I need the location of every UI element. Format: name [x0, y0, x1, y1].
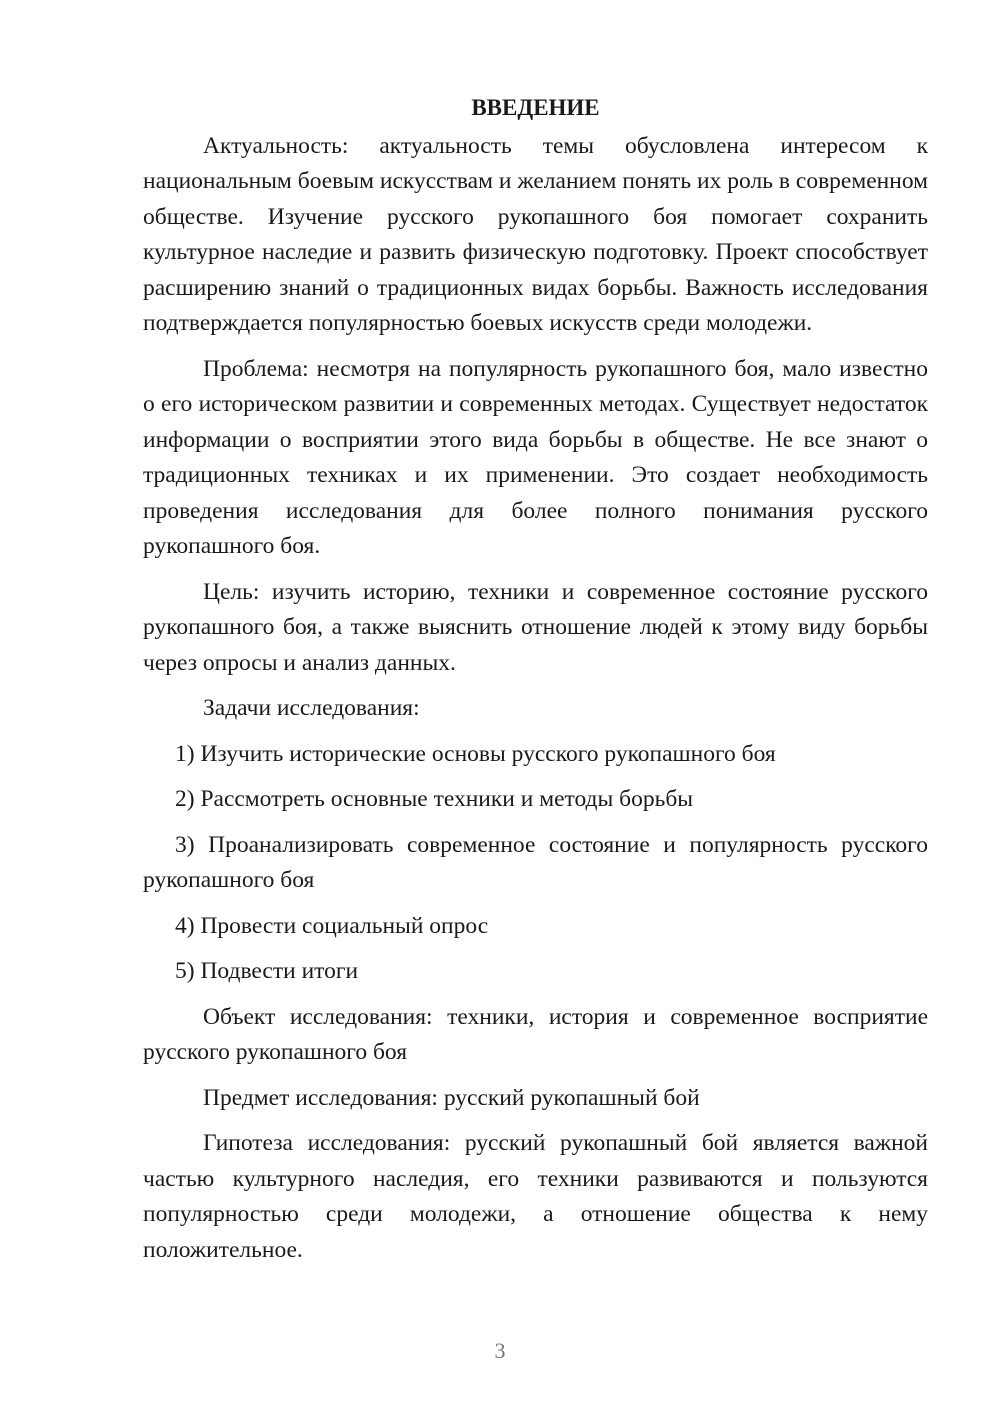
task-item-5: 5) Подвести итоги [175, 958, 359, 984]
section-title: ВВЕДЕНИЕ [471, 95, 600, 120]
task-item-2: 2) Рассмотреть основные техники и методы борьбы [175, 786, 694, 812]
problem-paragraph: Проблема: несмотря на популярность рукопашного боя, мало известно о его историческом развитии и современных методах. Существует недостаток информации о восприятии этого вида борьбы в обществе. Не все знают о традиционных техниках и их применении. Это создает необходимость проведения исследования для более полного понимания русского рукопашного боя. [143, 355, 928, 559]
page-content [143, 90, 928, 1268]
tasks-heading: Задачи исследования: [203, 695, 420, 721]
subject-paragraph: Предмет исследования: русский рукопашный бой [203, 1084, 700, 1111]
relevance-paragraph: Актуальность: актуальность темы обусловлена интересом к национальным боевым искусствам и желанием понять их роль в современном обществе. Изучение русского рукопашного боя помогает сохранить культурное наследие и развить физическую подготовку. Проект способствует расширению знаний о традиционных видах борьбы. Важность исследования подтверждается популярностью боевых искусств среди молодежи. [143, 132, 928, 336]
page-number: 3 [494, 1338, 506, 1363]
object-paragraph: Объект исследования: техники, история и современное восприятие русского рукопашного боя [143, 1003, 928, 1065]
task-item-3: 3) Проанализировать современное состояние и популярность русского рукопашного боя [143, 831, 928, 893]
task-item-4: 4) Провести социальный опрос [175, 912, 489, 939]
goal-paragraph: Цель: изучить историю, техники и современное состояние русского рукопашного боя, а также выяснить отношение людей к этому виду борьбы через опросы и анализ данных. [143, 578, 928, 676]
task-item-1: 1) Изучить исторические основы русского рукопашного боя [175, 740, 776, 767]
hypothesis-paragraph: Гипотеза исследования: русский рукопашный бой является важной частью культурного наследия, его техники развиваются и пользуются популярностью среди молодежи, а отношение общества к нему положительное. [143, 1130, 928, 1263]
